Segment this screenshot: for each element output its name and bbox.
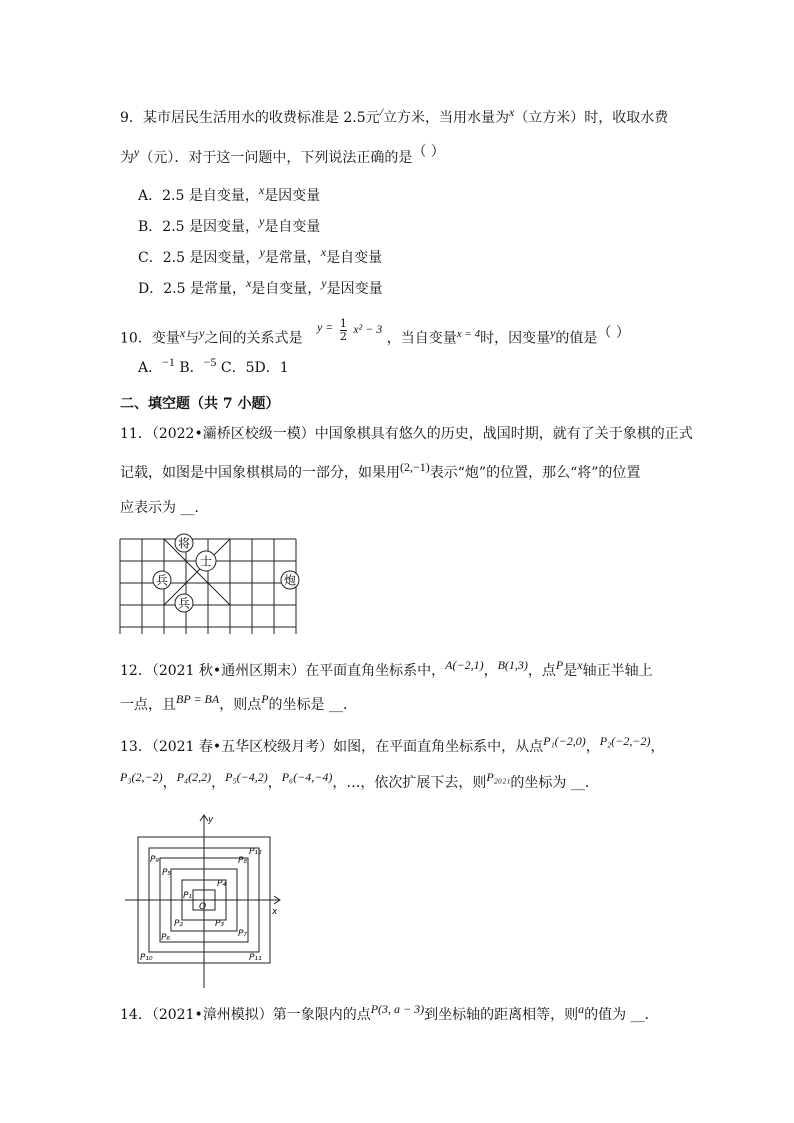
q9-option-a: A．2.5 是自变量，x是因变量 <box>138 183 321 204</box>
q10-stem: 10．变量x与y之间的关系式是 y = $\frac{1}{2}$ x² − 3 ，当自变量$^{x = 4}$时，因变量y的值是（ ） <box>120 317 630 347</box>
q9-option-d: D．2.5 是常量，x是自变量，y是因变量 <box>138 276 383 297</box>
svg-text:兵: 兵 <box>155 573 169 588</box>
y-axis-label: y <box>208 815 214 825</box>
q9-option-c: C．2.5 是因变量，y是常量，x是自变量 <box>138 245 383 266</box>
q12-line2: 一点，且BP = BA，则点P的坐标是 __． <box>120 692 357 713</box>
svg-text:士: 士 <box>199 554 213 569</box>
label-p4: P₄ <box>217 879 227 889</box>
x-axis-label: x <box>272 907 278 917</box>
piece-bing-bottom <box>175 594 193 612</box>
q9-line2: 为y（元）．对于这一问题中，下列说法正确的是（ ） <box>120 144 445 166</box>
label-p11: P₁₁ <box>249 953 262 963</box>
q9-line1: 9．某市居民生活用水的收费标准是 2.5元/立方米，当用水量为x（立方米）时，收取水费 <box>120 105 669 126</box>
label-p6: P₆ <box>161 933 171 943</box>
q12-line1: 12．（2021 秋•通州区期末）在平面直角坐标系中，A(−2,1)，B(1,3)，点P是x轴正半轴上 <box>120 658 653 679</box>
svg-text:兵: 兵 <box>177 596 191 611</box>
svg-text:炮: 炮 <box>283 573 297 588</box>
q14-stem: 14．（2021•漳州模拟）第一象限内的点P(3, a − 3)到坐标轴的距离相等，则a的值为 __． <box>120 1002 659 1023</box>
label-p2: P₂ <box>174 919 184 929</box>
q11-line1: 11．（2022•灞桥区校级一模）中国象棋具有悠久的历史，战国时期，就有了关于象棋的正式 <box>120 426 693 442</box>
chess-board-figure <box>118 532 302 636</box>
label-p9: P₉ <box>150 855 160 865</box>
label-p5: P₅ <box>162 868 172 878</box>
q10-options: A．−1 B．−5 C．5D．1 <box>138 355 289 376</box>
section-heading-fill-in: 二、填空题（共 7 小题） <box>120 396 280 412</box>
q13-line2: P₃(2,−2)，P₄(2,2)，P₅(−4,2)，P₆(−4,−4)，…，依次扩展下去，则P₂₀₂₁的坐标为 __． <box>120 770 599 791</box>
label-p1: P₁ <box>183 891 193 901</box>
piece-pao <box>281 571 299 589</box>
q13-line1: 13．（2021 春•五华区校级月考）如图，在平面直角坐标系中，从点P₁(−2,0)，P₂(−2,−2)， <box>120 734 665 755</box>
q11-line3: 应表示为 __． <box>120 500 209 516</box>
spiral-coordinate-figure <box>120 810 290 990</box>
q9-option-b: B．2.5 是因变量，y是自变量 <box>138 214 321 235</box>
label-p8: P₈ <box>238 856 248 866</box>
origin-label: O <box>199 902 207 912</box>
label-p3: P₃ <box>215 919 225 929</box>
label-p10: P₁₀ <box>140 953 153 963</box>
piece-bing-left <box>153 571 171 589</box>
label-p7: P₇ <box>238 929 248 939</box>
q11-line2: 记载，如图是中国象棋棋局的一部分，如果用(2,−1)表示“炮”的位置，那么“将”的位置 <box>120 460 641 481</box>
label-p12: P₁₂ <box>249 847 262 857</box>
piece-shi <box>196 551 216 571</box>
piece-jiang <box>175 534 193 552</box>
svg-text:将: 将 <box>177 536 191 551</box>
